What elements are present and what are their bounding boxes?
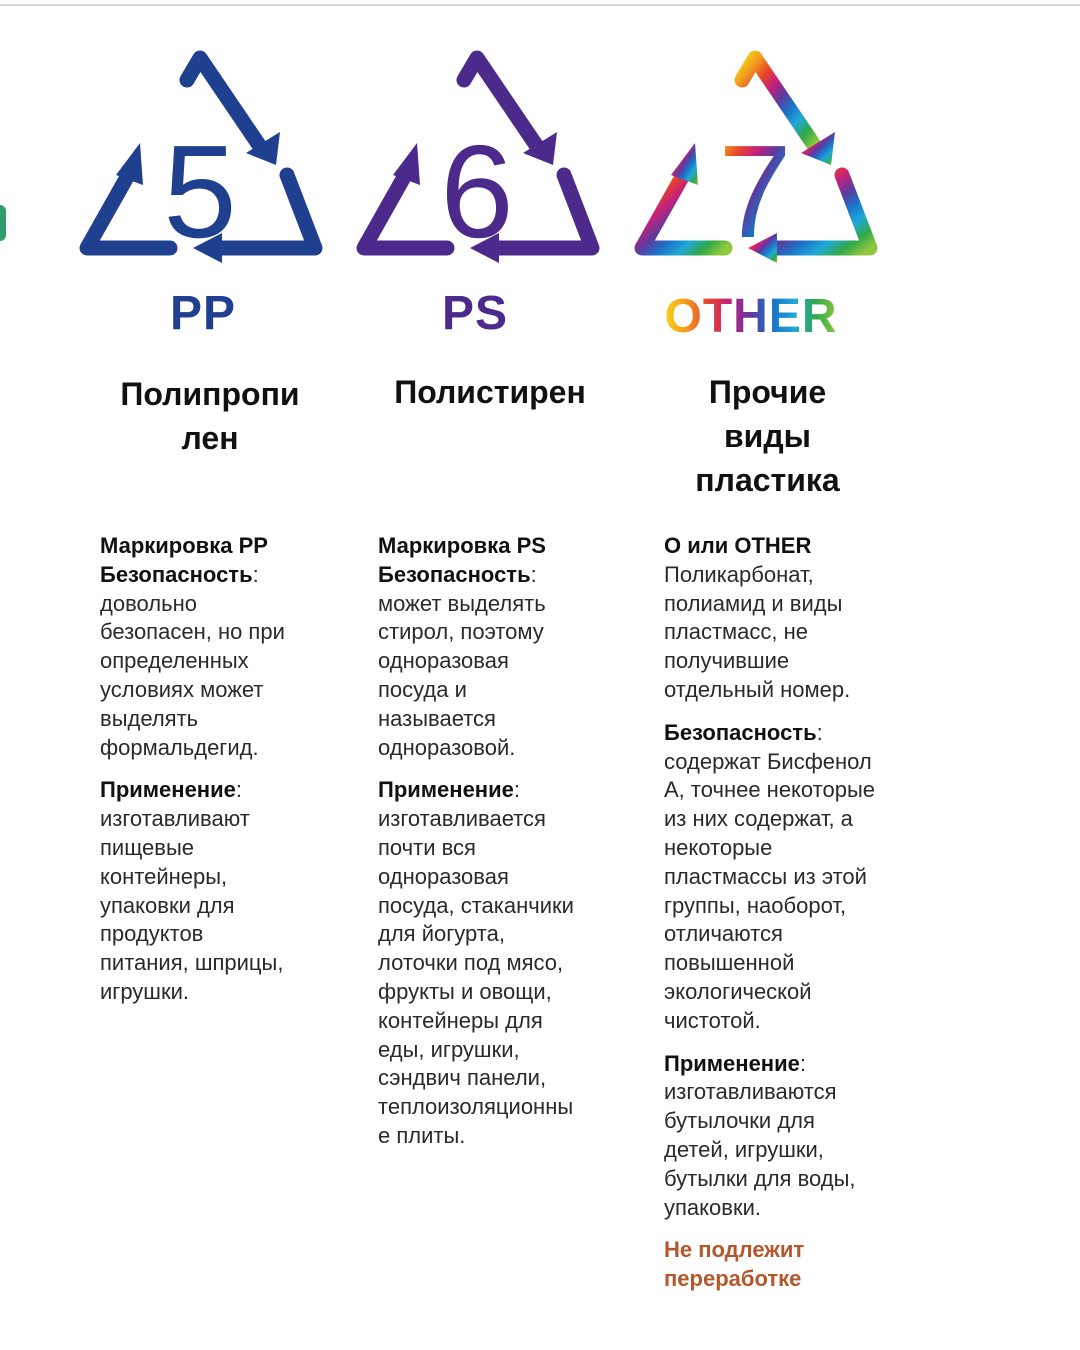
partial-symbol-edge bbox=[0, 205, 6, 241]
text-line: лоточки под мясо, bbox=[378, 950, 564, 976]
safety-text bbox=[664, 748, 964, 1036]
text-line: для йогурта, bbox=[378, 921, 505, 947]
text-line: одноразовая bbox=[378, 863, 509, 889]
usage-text bbox=[100, 805, 370, 1007]
text-line: контейнеры для bbox=[378, 1007, 543, 1033]
description-other: О или OTHER Поликарбонат, полиамид и виды пластмасс, не получившие отдельный номер. Безопасность: содержат Бисфенол А, точнее некоторые из них содержат, а некоторые пластмассы из этой группы, наоборот, отличаются повышенной экологической чистотой. Применение: изготавливаются бутылочки для детей, игрушки, бутылки для воды, упаковки. Не подлежит переработке bbox=[664, 532, 964, 1308]
text-line: продуктов bbox=[100, 921, 204, 947]
usage-label: Применение bbox=[664, 1050, 800, 1076]
text-line: почти вся bbox=[378, 834, 476, 860]
text-line: одноразовой. bbox=[378, 734, 516, 760]
text-line: группы, наоборот, bbox=[664, 892, 847, 918]
text-line: выделять bbox=[100, 705, 199, 731]
text-line: теплоизоляционны bbox=[378, 1094, 574, 1120]
text-line: экологической bbox=[664, 978, 812, 1004]
material-name-line: пластика bbox=[695, 462, 840, 498]
text-line: содержат Бисфенол bbox=[664, 748, 872, 774]
recycling-number-5: 5 bbox=[163, 118, 237, 265]
text-line: изготавливаются bbox=[664, 1079, 837, 1105]
text-line: еды, игрушки, bbox=[378, 1036, 520, 1062]
text-line: пластмасс, не bbox=[664, 619, 809, 645]
text-line: стирол, поэтому bbox=[378, 619, 544, 645]
material-name-polystyrene bbox=[370, 370, 610, 414]
text-line: контейнеры, bbox=[100, 863, 228, 889]
text-line: игрушки. bbox=[100, 978, 189, 1004]
description-ps: Маркировка PS Безопасность: может выделять стирол, поэтому одноразовая посуда и называется одноразовой. Применение: изготавливается почти вся одноразовая посуда, стаканчики для йогурта, лоточки под мясо, фрукты и овощи, контейнеры для еды, игрушки, сэндвич панели, теплоизоляционны е плиты. bbox=[378, 532, 648, 1165]
text-line: некоторые bbox=[664, 834, 773, 860]
text-line: Не подлежит bbox=[664, 1237, 805, 1263]
text-line: повышенной bbox=[664, 950, 795, 976]
safety-text bbox=[378, 590, 648, 763]
text-line: довольно bbox=[100, 590, 197, 616]
text-line: изготавливается bbox=[378, 806, 546, 832]
text-line: изготавливают bbox=[100, 806, 250, 832]
text-line: бутылочки для bbox=[664, 1108, 815, 1134]
text-line: отдельный номер. bbox=[664, 676, 851, 702]
text-line: е плиты. bbox=[378, 1122, 466, 1148]
text-line: пластмассы из этой bbox=[664, 863, 867, 889]
text-line: чистотой. bbox=[664, 1007, 761, 1033]
material-name-line: Полистирен bbox=[394, 374, 586, 410]
marking-label: Маркировка PS bbox=[378, 533, 546, 558]
recycling-number-6: 6 bbox=[440, 118, 514, 265]
usage-label: Применение bbox=[378, 777, 514, 803]
marking-label: О или OTHER bbox=[664, 533, 812, 558]
text-line: Поликарбонат, bbox=[664, 561, 814, 587]
safety-label: Безопасность bbox=[100, 561, 253, 587]
text-line: условиях может bbox=[100, 676, 264, 702]
code-ps: PS bbox=[441, 287, 509, 340]
code-other-text: OTHER bbox=[664, 290, 838, 342]
code-other bbox=[626, 286, 876, 342]
code-pp: PP bbox=[169, 287, 237, 340]
recycling-symbol-6-icon bbox=[352, 25, 602, 265]
safety-label: Безопасность bbox=[664, 719, 817, 745]
text-line: одноразовая bbox=[378, 648, 509, 674]
usage-label: Применение bbox=[100, 777, 236, 803]
recycling-symbol-5-icon bbox=[75, 25, 325, 265]
text-line: упаковки для bbox=[100, 892, 235, 918]
safety-text bbox=[100, 590, 370, 763]
marking-label: Маркировка PP bbox=[100, 533, 268, 558]
text-line: из них содержат, а bbox=[664, 806, 853, 832]
text-line: пищевые bbox=[100, 834, 195, 860]
text-line: детей, игрушки, bbox=[664, 1136, 824, 1162]
text-line: безопасен, но при bbox=[100, 619, 285, 645]
text-line: определенных bbox=[100, 648, 249, 674]
material-name-line: виды bbox=[724, 418, 811, 454]
description-pp: Маркировка PP Безопасность: довольно безопасен, но при определенных условиях может выделять формальдегид. Применение: изготавливают пищевые контейнеры, упаковки для продуктов питания, шприцы, игрушки. bbox=[100, 532, 370, 1021]
usage-text bbox=[378, 805, 648, 1151]
text-line: посуда, стаканчики bbox=[378, 892, 574, 918]
intro-text bbox=[664, 561, 964, 705]
material-name-line: лен bbox=[181, 420, 239, 456]
text-line: А, точнее некоторые bbox=[664, 777, 876, 803]
text-line: получившие bbox=[664, 648, 790, 674]
material-name-line: Полипропи bbox=[120, 376, 300, 412]
material-name-line: Прочие bbox=[708, 374, 827, 410]
text-line: формальдегид. bbox=[100, 734, 259, 760]
safety-label: Безопасность bbox=[378, 561, 531, 587]
text-line: отличаются bbox=[664, 921, 783, 947]
not-recyclable-warning bbox=[664, 1236, 964, 1294]
text-line: питания, шприцы, bbox=[100, 950, 284, 976]
text-line: сэндвич панели, bbox=[378, 1065, 547, 1091]
text-line: может выделять bbox=[378, 590, 546, 616]
usage-text bbox=[664, 1078, 964, 1222]
text-line: посуда и bbox=[378, 676, 467, 702]
material-name-polypropylene bbox=[95, 372, 325, 460]
text-line: переработке bbox=[664, 1266, 802, 1292]
text-line: фрукты и овощи, bbox=[378, 978, 552, 1004]
text-line: бутылки для воды, bbox=[664, 1165, 856, 1191]
text-line: полиамид и виды bbox=[664, 590, 843, 616]
recycling-number-7: 7 bbox=[718, 118, 792, 265]
text-line: называется bbox=[378, 705, 496, 731]
text-line: упаковки. bbox=[664, 1194, 761, 1220]
material-name-other-plastics bbox=[650, 370, 885, 502]
top-border-line bbox=[0, 4, 1080, 6]
recycling-symbol-7-icon bbox=[630, 25, 880, 265]
